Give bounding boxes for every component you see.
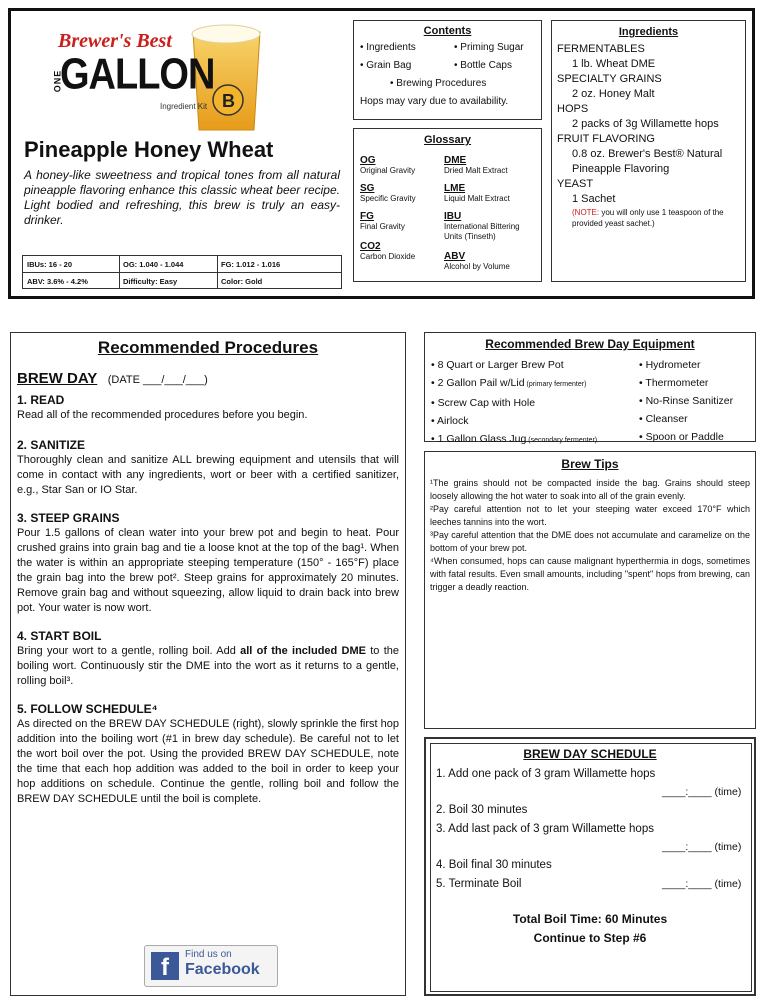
- contents-box: [353, 20, 542, 120]
- brew-tip: ¹The grains should not be compacted inside the bag. Grains should steep loosely allowing the hot water to soak into all of the grain evenly.: [430, 478, 750, 501]
- glossary-term: DME Dried Malt Extract: [444, 155, 508, 175]
- brand-sub: Ingredient Kit: [160, 102, 208, 111]
- schedule-step-3: 3. Add last pack of 3 gram Willamette hops: [436, 823, 654, 835]
- ingredient-line: HOPS: [557, 103, 589, 115]
- procedures-title: Recommended Procedures: [97, 338, 319, 357]
- ingredient-line: SPECIALTY GRAINS: [557, 73, 662, 85]
- schedule-step-2: 2. Boil 30 minutes: [436, 804, 528, 816]
- schedule-time-field[interactable]: ____:____ (time): [662, 786, 742, 798]
- step-3-title: 3. STEEP GRAINS: [17, 511, 120, 525]
- ingredients-list: [557, 42, 742, 229]
- ingredient-line: YEAST: [557, 178, 594, 190]
- step-1-text: Read all of the recommended procedures before you begin.: [17, 409, 308, 421]
- ingredient-line: FERMENTABLES: [557, 43, 645, 55]
- equipment-item: • 8 Quart or Larger Brew Pot: [431, 359, 564, 371]
- contents-note: Hops may vary due to availability.: [360, 96, 509, 107]
- brew-tip: ⁴When consumed, hops can cause malignant hyperthermia in dogs, sometimes with fatal results. Even small amounts, including "spent" hops from brewing, can trigger a deadly reaction.: [430, 556, 750, 592]
- schedule-time-field[interactable]: ____:____ (time): [662, 878, 742, 890]
- equipment-item: • 2 Gallon Pail w/Lid (primary fermenter): [431, 377, 587, 389]
- facebook-badge[interactable]: [144, 945, 278, 987]
- contents-item: • Priming Sugar: [454, 42, 524, 53]
- brew-tip: ³Pay careful attention that the DME does not accumulate and caramelize on the bottom of your brew pot.: [430, 530, 750, 553]
- step-4-text: Bring your wort to a gentle, rolling boil. Add all of the included DME to the boiling wort. Continuously stir the DME into the wort as it returns to a gentle, rolling boil³.: [17, 645, 399, 687]
- ingredient-line: 1 lb. Wheat DME: [572, 58, 656, 70]
- schedule-box: [424, 737, 756, 996]
- schedule-title: BREW DAY SCHEDULE: [523, 747, 657, 761]
- page-title: Pineapple Honey Wheat: [24, 137, 274, 162]
- equipment-item: • 1 Gallon Glass Jug (secondary fermenter): [431, 433, 598, 445]
- equipment-item: • Spoon or Paddle: [639, 431, 724, 443]
- spec-fg: FG: 1.012 - 1.016: [221, 260, 281, 269]
- brew-tips-title: Brew Tips: [561, 457, 619, 471]
- schedule-continue: Continue to Step #6: [533, 931, 647, 945]
- equipment-right-list: [639, 356, 733, 446]
- step-3-text: Pour 1.5 gallons of clean water into your brew pot and begin to heat. Pour crushed grains into grain bag and tie a loose knot at the top of the bag¹. When the water is within an appropriate steeping temperature (150° - 165°F) place the grain bag into the brew pot². Steep grains for approximately 20 minutes. Remove grain bag and without squeezing, allow liquid to drain back into brew pot. Your water is now wort.: [17, 527, 399, 614]
- schedule-step-1: 1. Add one pack of 3 gram Willamette hops: [436, 768, 656, 780]
- schedule-time-field[interactable]: ____:____ (time): [662, 841, 742, 853]
- glossary-box: [353, 128, 542, 282]
- svg-text:B: B: [222, 91, 235, 111]
- equipment-item: • Airlock: [431, 415, 469, 427]
- facebook-icon: f: [151, 952, 179, 980]
- equipment-left-list: [431, 356, 597, 450]
- spec-abv: ABV: 3.6% - 4.2%: [27, 277, 88, 286]
- spec-color: Color: Gold: [221, 277, 263, 286]
- glossary-term: CO2 Carbon Dioxide: [360, 241, 416, 261]
- equipment-item: • Hydrometer: [639, 359, 701, 371]
- step-1-title: 1. READ: [17, 393, 65, 407]
- contents-item: • Brewing Procedures: [390, 78, 487, 89]
- brew-tips-box: [424, 451, 756, 729]
- equipment-item: • Screw Cap with Hole: [431, 397, 536, 409]
- schedule-total: Total Boil Time: 60 Minutes: [512, 912, 668, 926]
- brand-gallon: GALLON: [60, 50, 215, 100]
- ingredient-line: FRUIT FLAVORING: [557, 133, 655, 145]
- brew-day-heading: BREW DAY (DATE ___/___/___): [17, 370, 208, 387]
- spec-difficulty: Difficulty: Easy: [123, 277, 178, 286]
- ingredient-line: 1 Sachet: [572, 193, 616, 205]
- glossary-term: IBU International Bittering Units (Tinseth): [444, 211, 520, 241]
- contents-item: • Ingredients: [360, 42, 416, 53]
- schedule-step-4: 4. Boil final 30 minutes: [436, 859, 552, 871]
- ingredient-line: Pineapple Flavoring: [572, 163, 670, 175]
- ingredients-title: Ingredients: [618, 26, 679, 38]
- beer-description: A honey-like sweetness and tropical tones from all natural pineapple flavoring enhance this classic wheat beer recipe. Light bodied and refreshing, this brew is truly an easy-drinker.: [24, 168, 340, 227]
- brand-logo: [48, 18, 288, 138]
- spec-ibu: IBUs: 16 - 20: [27, 260, 73, 269]
- brew-tip: ²Pay careful attention not to let your steeping water exceed 170°F which leeches tannins into the wort.: [430, 504, 750, 527]
- step-5-text: As directed on the BREW DAY SCHEDULE (right), slowly sprinkle the first hop addition into the boiling wort (#1 in brew day schedule). Be careful not to let the wort boil over the pot. Using the provided BREW DAY SCHEDULE, note the time that each hop addition was added to the boil in order to keep your hop additions on schedule. Continue the gentle, rolling boil and follow the BREW DAY SCHEDULE until the boil is complete.: [17, 718, 399, 805]
- ingredient-line: 2 packs of 3g Willamette hops: [572, 118, 719, 130]
- brew-tips-list: [430, 477, 750, 594]
- brand-script: Brewer's Best: [58, 30, 172, 52]
- equipment-box: [424, 332, 756, 445]
- contents-item: • Grain Bag: [360, 60, 412, 71]
- specs-grid: [22, 255, 342, 289]
- equipment-title: Recommended Brew Day Equipment: [485, 337, 695, 351]
- schedule-step-5: 5. Terminate Boil: [436, 878, 522, 890]
- ingredient-line: 2 oz. Honey Malt: [572, 88, 655, 100]
- spec-og: OG: 1.040 - 1.044: [123, 260, 184, 269]
- equipment-item: • Thermometer: [639, 377, 709, 389]
- equipment-item: • Cleanser: [639, 413, 688, 425]
- facebook-find: Find us on: [185, 949, 232, 960]
- step-5-title: 5. FOLLOW SCHEDULE⁴: [17, 702, 158, 716]
- ingredient-line: 0.8 oz. Brewer's Best® Natural: [572, 148, 723, 160]
- glossary-term: ABV Alcohol by Volume: [444, 251, 510, 271]
- glossary-title: Glossary: [423, 134, 472, 146]
- ingredients-box: [551, 20, 746, 282]
- step-2-title: 2. SANITIZE: [17, 438, 86, 452]
- procedure-steps: [17, 393, 399, 807]
- contents-item: • Bottle Caps: [454, 60, 512, 71]
- contents-title: Contents: [423, 25, 472, 37]
- glossary-term: SG Specific Gravity: [360, 183, 416, 203]
- brand-one: ONE: [52, 69, 63, 93]
- procedures-box: [10, 332, 406, 996]
- facebook-name: Facebook: [185, 961, 260, 978]
- glossary-term: LME Liquid Malt Extract: [444, 183, 510, 203]
- glossary-term: OG Original Gravity: [360, 155, 416, 175]
- yeast-note: (NOTE: you will only use 1 teaspoon of the provided yeast sachet.): [572, 208, 724, 228]
- step-2-text: Thoroughly clean and sanitize ALL brewing equipment and utensils that will come in contact with any ingredients, wort or beer with a certified sanitizer, e.g., Star San or IO Star.: [17, 454, 399, 496]
- step-4-title: 4. START BOIL: [17, 629, 102, 643]
- equipment-item: • No-Rinse Sanitizer: [639, 395, 734, 407]
- glossary-term: FG Final Gravity: [360, 211, 405, 231]
